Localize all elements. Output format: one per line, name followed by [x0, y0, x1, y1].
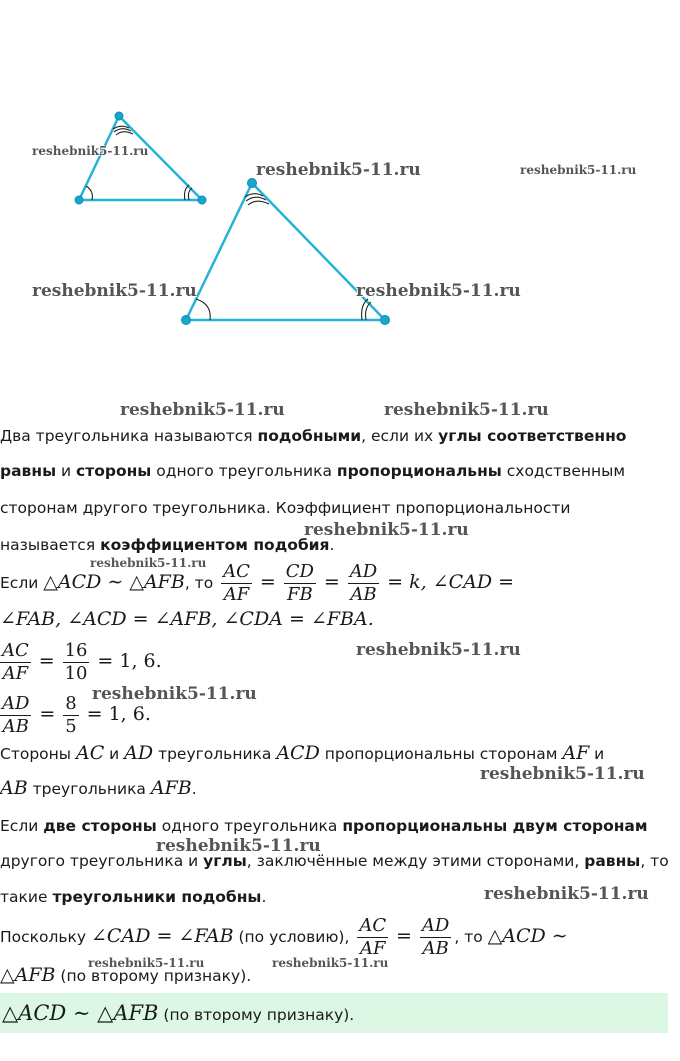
ratio-ad-ab: $\frac{AD}{AB}$ = $\frac{8}{5}$ = 1, 6. [2, 693, 151, 737]
watermark: reshebnik5-11.ru [88, 956, 205, 970]
vertex-point [198, 196, 206, 204]
watermark: reshebnik5-11.ru [120, 400, 285, 420]
ratio-ac-af: $\frac{AC}{AF}$ = $\frac{16}{10}$ = 1, 6. [2, 640, 162, 684]
answer-text: (по второму признаку). [158, 1006, 355, 1024]
definition-line: Два треугольника называются подобными, если их углы соответственно [0, 427, 627, 445]
watermark: reshebnik5-11.ru [356, 281, 521, 301]
watermark: reshebnik5-11.ru [92, 684, 257, 704]
angle-equalities: ∠FAB, ∠ACD = ∠AFB, ∠CDA = ∠FBA. [0, 608, 374, 630]
watermark: reshebnik5-11.ru [484, 884, 649, 904]
criterion-text: Если две стороны одного треугольника пропорциональны двум сторонам [0, 817, 648, 835]
vertex-point [115, 112, 123, 120]
small-triangle [79, 116, 202, 200]
vertex-point [182, 316, 191, 325]
watermark: reshebnik5-11.ru [272, 956, 389, 970]
large-angle-arc-left [196, 299, 210, 320]
conclusion-reasoning: △AFB (по второму признаку). [0, 964, 252, 986]
conclusion-reasoning: Поскольку ∠CAD = ∠FAB (по условию), $\frac{AC}{AF}$ = $\frac{AD}{AB}$ , то △ACD ∼ [0, 915, 568, 959]
watermark: reshebnik5-11.ru [384, 400, 549, 420]
watermark: reshebnik5-11.ru [32, 144, 149, 158]
answer-math: △ACD ∼ △AFB [2, 1001, 159, 1025]
watermark: reshebnik5-11.ru [480, 764, 645, 784]
watermark: reshebnik5-11.ru [156, 836, 321, 856]
watermark: reshebnik5-11.ru [304, 520, 469, 540]
proportional-sides-text: AB треугольника AFB. [0, 777, 197, 799]
watermark: reshebnik5-11.ru [356, 640, 521, 660]
similarity-statement: Если △ACD ∼ △AFB, то $\frac{AC}{AF}$ = $\frac{CD}{FB}$ = $\frac{AD}{AB}$ = k, ∠CAD = [0, 561, 515, 605]
watermark: reshebnik5-11.ru [520, 163, 637, 177]
answer-block [0, 993, 668, 1033]
criterion-text: другого треугольника и углы, заключённые между этими сторонами, равны, то [0, 852, 669, 870]
definition-line: сторонам другого треугольника. Коэффициент пропорциональности [0, 499, 571, 517]
definition-line: называется коэффициентом подобия. [0, 536, 335, 554]
criterion-text: такие треугольники подобны. [0, 888, 267, 906]
proportional-sides-text: Стороны AC и AD треугольника ACD пропорциональны сторонам AF и [0, 742, 605, 764]
watermark: reshebnik5-11.ru [32, 281, 197, 301]
vertex-point [381, 316, 390, 325]
watermark: reshebnik5-11.ru [256, 160, 421, 180]
vertex-point [75, 196, 83, 204]
watermark: reshebnik5-11.ru [90, 556, 207, 570]
definition-line: равны и стороны одного треугольника пропорциональны сходственным [0, 462, 626, 480]
small-angle-arc-left [86, 186, 92, 200]
